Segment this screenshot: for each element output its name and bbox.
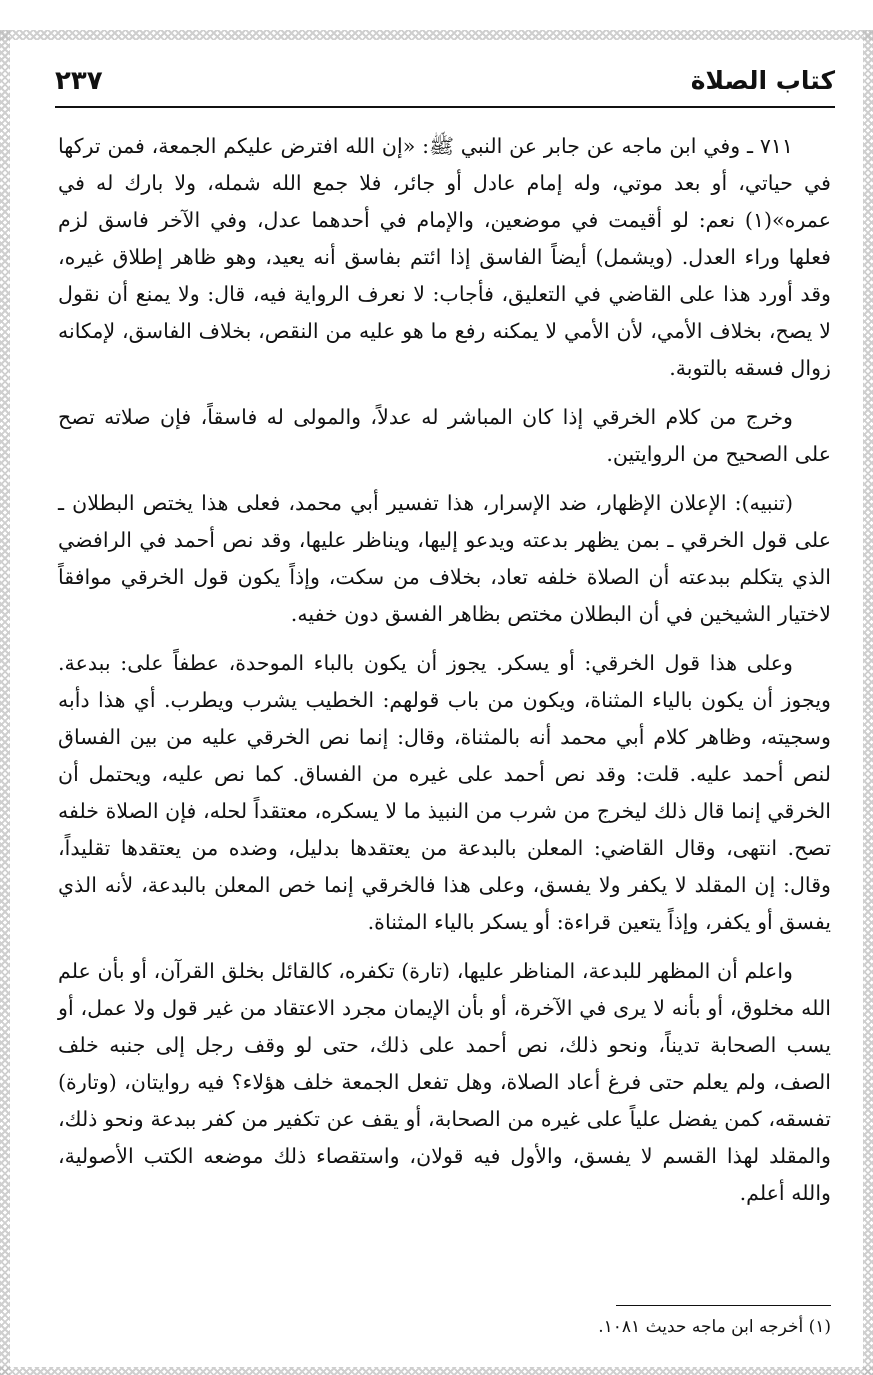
paragraph-bidah-classification: واعلم أن المظهر للبدعة، المناظر عليها، (تارة) تكفره، كالقائل بخلق القرآن، أو بأن علم الله مخلوق، أو بأنه لا يرى في الآخرة، أو بأن الإيمان مجرد الاعتقاد من غير قول ولا عمل، أو يسب الصحابة تديناً، ونحو ذلك، نص أحمد على ذلك، حتى لو وقف رجل إلى جنبه خلف الصف، ولم يعلم حتى فرغ أعاد الصلاة، وهل تفعل الجمعة خلف هؤلاء؟ فيه روايتان، (وتارة) تفسقه، كمن يفضل علياً على غيره من الصحابة، أو يقف عن تكفير من كفر ببدعة ونحو ذلك، والمقلد لهذا القسم لا يفسق، والأول فيه قولان، واستقصاء ذلك موضعه الكتب الأصولية، والله أعلم. <box>58 959 831 1205</box>
paragraph-hadith-711: ٧١١ ـ وفي ابن ماجه عن جابر عن النبي ﷺ: «إن الله افترض عليكم الجمعة، فمن تركها في حياتي، أو بعد موتي، وله إمام عادل أو جائر، فلا جمع الله شمله، ولا بارك له في عمره»(١) نعم: لو أقيمت في موضعين، والإمام في أحدهما عدل، وفي الآخر فاسق لزم فعلها وراء العدل. (ويشمل) أيضاً الفاسق إذا ائتم بفاسق أنه يعيد، وهو ظاهر إطلاق غيره، وقد أورد هذا على القاضي في التعليق، فأجاب: لا نعرف الرواية فيه، قال: ولا يمنع أن نقول لا يصح، بخلاف الأمي، لأن الأمي لا يمكنه رفع ما هو عليه من النقص، بخلاف الفاسق، لإمكانه زوال فسقه بالتوبة. <box>58 134 831 380</box>
page-number: ٢٣٧ <box>55 66 103 96</box>
paragraph-kharqi-conclusion: وخرج من كلام الخرقي إذا كان المباشر له عدلاً، والمولى له فاسقاً، فإن صلاته تصح على الصحيح من الروايتين. <box>58 405 831 466</box>
decorative-border-bottom <box>0 1367 873 1375</box>
running-title: كتاب الصلاة <box>690 66 835 95</box>
decorative-border-left <box>0 30 10 1375</box>
page-header <box>55 62 835 108</box>
body-text <box>58 128 831 1224</box>
paragraph-tanbih-note: (تنبيه): الإعلان الإظهار، ضد الإسرار، هذا تفسير أبي محمد، فعلى هذا يختص البطلان ـ على قول الخرقي ـ بمن يظهر بدعته ويدعو إليها، ويناظر عليها، وقد نص أحمد في الرافضي الذي يتكلم ببدعته أن الصلاة خلفه تعاد، بخلاف من سكت، وإذاً يكون قول الخرقي موافقاً لاختيار الشيخين في أن البطلان مختص بظاهر الفسق دون خفيه. <box>58 491 831 626</box>
paragraph-yaskar-discussion: وعلى هذا قول الخرقي: أو يسكر. يجوز أن يكون بالباء الموحدة، عطفاً على: ببدعة. ويجوز أن يكون بالياء المثناة، ويكون من باب قولهم: الخطيب يشرب ويطرب. أي هذا دأبه وسجيته، وظاهر كلام أبي محمد أنه بالمثناة، وقال: إنما نص الخرقي عليه من بين الفساق لنص أحمد عليه. قلت: وقد نص أحمد على غيره من الفساق. كما نص عليه، ويحتمل أن الخرقي إنما قال ذلك ليخرج من شرب من النبيذ ما لا يسكره، معتقداً لحله، فإن الصلاة خلفه تصح. انتهى، وقال القاضي: المعلن بالبدعة من يعتقدها بدليل، وضده من يعتقدها تقليداً، وقال: إن المقلد لا يكفر ولا يفسق، وعلى هذا فالخرقي إنما خص المعلن بالبدعة، لأنه الذي يفسق أو يكفر، وإذاً يتعين قراءة: أو يسكر بالياء المثناة. <box>58 651 831 934</box>
decorative-border-right <box>863 30 873 1375</box>
decorative-border-top <box>0 30 873 40</box>
footnote: (١) أخرجه ابن ماجه حديث ١٠٨١. <box>598 1317 831 1337</box>
footnote-separator <box>616 1305 831 1306</box>
